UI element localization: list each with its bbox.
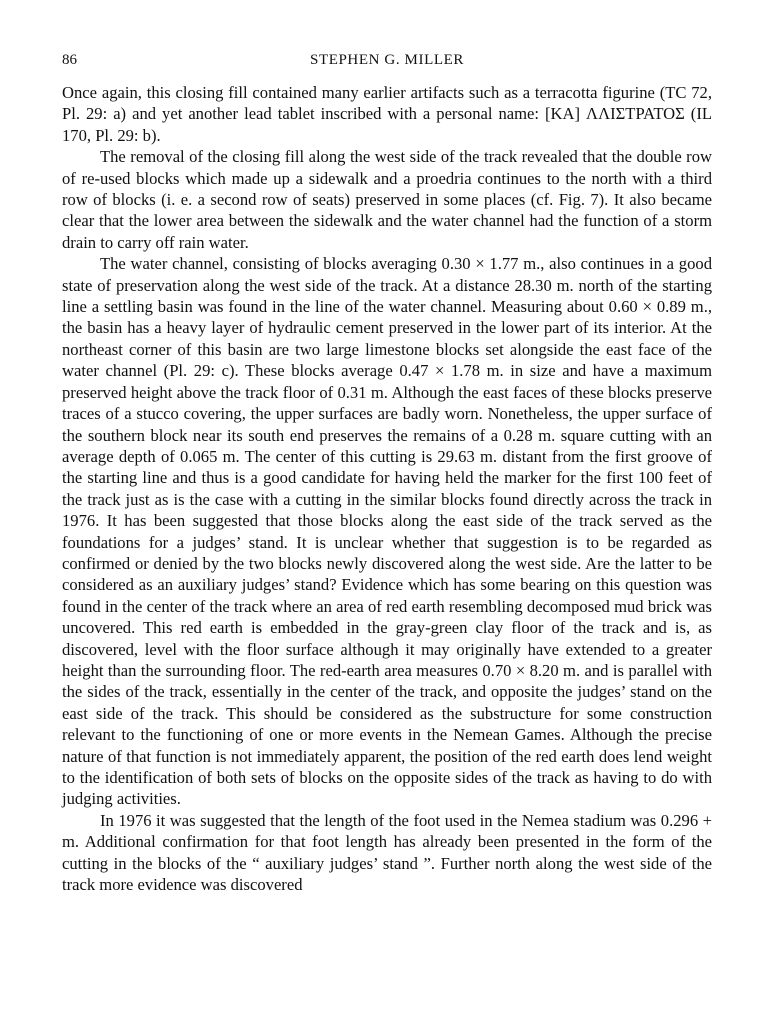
paragraph-4: In 1976 it was suggested that the length of the foot used in the Nemea stadium was 0.296 + m. Additional confirmation for that foot length has already been presented in the form of the cutting in the blocks of the “ auxiliary judges’ stand ”. Further north along the west side of the track more evidence was discovered	[62, 810, 712, 895]
body-text	[62, 82, 712, 895]
paragraph-2: The removal of the closing fill along the west side of the track revealed that the double row of re-used blocks which made up a sidewalk and a proedria continues to the north with a third row of blocks (i. e. a second row of seats) preserved in some places (cf. Fig. 7). It also became clear that the lower area between the sidewalk and the water channel had the function of a storm drain to carry off rain water.	[62, 147, 712, 252]
page-header	[62, 52, 712, 74]
paragraph-3: The water channel, consisting of blocks averaging 0.30 × 1.77 m., also continues in a good state of preservation along the west side of the track. At a distance 28.30 m. north of the starting line a settling basin was found in the line of the water channel. Measuring about 0.60 × 0.89 m., the basin has a heavy layer of hydraulic cement preserved in the lower part of its interior. At the northeast corner of this basin are two large limestone blocks set alongside the east face of the water channel (Pl. 29: c). These blocks average 0.47 × 1.78 m. in size and have a maximum preserved height above the track floor of 0.31 m. Although the east faces of these blocks preserve traces of a stucco covering, the upper surfaces are badly worn. Nonetheless, the upper surface of the southern block near its south end preserves the remains of a 0.28 m. square cutting with an average depth of 0.065 m. The center of this cutting is 29.63 m. distant from the first groove of the starting line and thus is a good candidate for having held the marker for the first 100 feet of the track just as is the case with a cutting in the similar blocks found directly across the track in 1976. It has been suggested that those blocks along the east side of the track served as the foundations for a judges’ stand. It is unclear whether that suggestion is to be regarded as confirmed or denied by the two blocks newly discovered along the west side. Are the latter to be considered as an auxiliary judges’ stand? Evidence which has some bearing on this question was found in the center of the track where an area of red earth resembling decomposed mud brick was uncovered. This red earth is embedded in the gray-green clay floor of the track and is, as discovered, level with the floor surface although it may originally have extended to a greater height than the surrounding floor. The red-earth area measures 0.70 × 8.20 m. and is parallel with the sides of the track, essentially in the center of the track, and opposite the judges’ stand on the east side of the track. This should be considered as the substructure for some construction relevant to the functioning of one or more events in the Nemean Games. Although the precise nature of that function is not immediately apparent, the position of the red earth does lend weight to the identification of both sets of blocks on the opposite sides of the track as having to do with judging activities.	[62, 254, 712, 809]
running-head: STEPHEN G. MILLER	[310, 52, 464, 68]
paragraph-1: Once again, this closing fill contained many earlier artifacts such as a terracotta figurine (TC 72, Pl. 29: a) and yet another lead tablet inscribed with a personal name: [ΚΑ] ΛΛΙΣΤΡΑΤΟΣ (IL 170, Pl. 29: b).	[62, 83, 712, 145]
document-page	[62, 52, 712, 895]
page-number: 86	[62, 52, 77, 68]
